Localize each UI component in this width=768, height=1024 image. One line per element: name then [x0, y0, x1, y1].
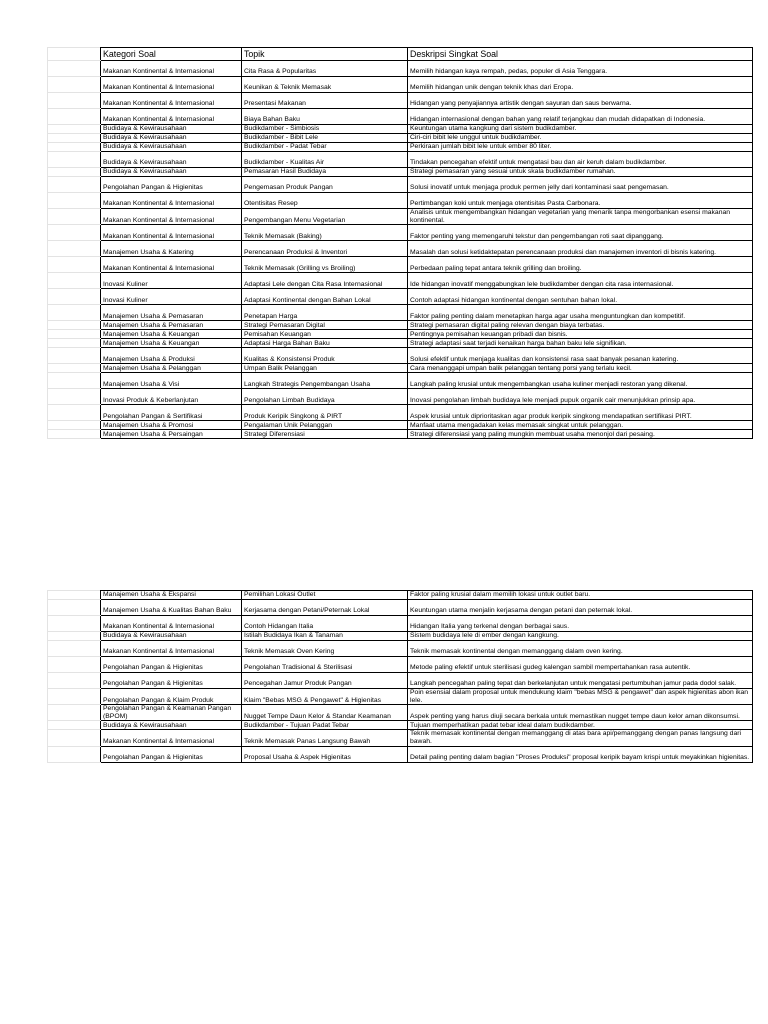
cell-deskripsi[interactable]: Memilih hidangan unik dengan teknik khas dari Eropa.: [408, 77, 753, 93]
cell-kategori[interactable]: Budidaya & Kewirausahaan: [101, 143, 242, 152]
cell-topik[interactable]: Biaya Bahan Baku: [242, 109, 408, 125]
cell-topik[interactable]: Contoh Hidangan Italia: [242, 616, 408, 632]
cell-kategori[interactable]: Makanan Kontinental & Internasional: [101, 193, 242, 209]
cell-topik[interactable]: Istilah Budidaya Ikan & Tanaman: [242, 632, 408, 641]
table-row: [48, 591, 753, 600]
cell-deskripsi[interactable]: Langkah paling krusial untuk mengembangkan usaha kuliner menjadi restoran yang dikenal.: [408, 373, 753, 389]
header-row: [48, 48, 753, 61]
row-index-cell[interactable]: [48, 289, 101, 305]
cell-deskripsi[interactable]: Pertimbangan koki untuk menjaga otentisitas Pasta Carbonara.: [408, 193, 753, 209]
cell-kategori[interactable]: Manajemen Usaha & Keuangan: [101, 330, 242, 339]
table-row: [48, 673, 753, 689]
table-row: [48, 305, 753, 321]
cell-deskripsi[interactable]: Teknik memasak kontinental dengan memanggang di atas bara api/pemanggang dengan panas langsung dari bawah.: [408, 730, 753, 746]
cell-topik[interactable]: Budikdamber - Simbiosis: [242, 125, 408, 134]
table-row: [48, 241, 753, 257]
cell-kategori[interactable]: Pengolahan Pangan & Sertifikasi: [101, 405, 242, 421]
cell-kategori[interactable]: Budidaya & Kewirausahaan: [101, 125, 242, 134]
cell-kategori[interactable]: Manajemen Usaha & Kualitas Bahan Baku: [101, 600, 242, 616]
cell-topik[interactable]: Pengalaman Unik Pelanggan: [242, 421, 408, 430]
row-index-cell[interactable]: [48, 705, 101, 721]
cell-kategori[interactable]: Inovasi Produk & Keberlanjutan: [101, 389, 242, 405]
cell-deskripsi[interactable]: Keuntungan utama menjalin kerjasama dengan petani dan peternak lokal.: [408, 600, 753, 616]
table-row: [48, 348, 753, 364]
table-row: [48, 273, 753, 289]
table-row: [48, 152, 753, 168]
cell-deskripsi[interactable]: Hidangan Italia yang terkenal dengan berbagai saus.: [408, 616, 753, 632]
row-index-cell[interactable]: [48, 225, 101, 241]
cell-kategori[interactable]: Pengolahan Pangan & Keamanan Pangan (BPOM): [101, 705, 242, 721]
table-row: [48, 289, 753, 305]
cell-kategori[interactable]: Makanan Kontinental & Internasional: [101, 257, 242, 273]
cell-topik[interactable]: Teknik Memasak (Grilling vs Broiling): [242, 257, 408, 273]
cell-deskripsi[interactable]: Teknik memasak kontinental dengan memanggang dalam oven kering.: [408, 641, 753, 657]
row-index-cell[interactable]: [48, 689, 101, 705]
cell-topik[interactable]: Budikdamber - Kualitas Air: [242, 152, 408, 168]
cell-deskripsi[interactable]: Aspek krusial untuk diprioritaskan agar produk keripik singkong mendapatkan sertifikasi PIRT.: [408, 405, 753, 421]
table-row: [48, 339, 753, 348]
cell-deskripsi[interactable]: Contoh adaptasi hidangan kontinental dengan sentuhan bahan lokal.: [408, 289, 753, 305]
cell-topik[interactable]: Langkah Strategis Pengembangan Usaha: [242, 373, 408, 389]
cell-topik[interactable]: Teknik Memasak (Baking): [242, 225, 408, 241]
table-row: [48, 177, 753, 193]
cell-deskripsi[interactable]: Detail paling penting dalam bagian "Proses Produksi" proposal keripik bayam krispi untuk meyakinkan higienitas.: [408, 746, 753, 762]
cell-deskripsi[interactable]: Aspek penting yang harus diuji secara berkala untuk memastikan nugget tempe daun kelor aman dikonsumsi.: [408, 705, 753, 721]
table-row: [48, 168, 753, 177]
cell-topik[interactable]: Pengolahan Limbah Budidaya: [242, 389, 408, 405]
cell-topik[interactable]: Pengembangan Menu Vegetarian: [242, 209, 408, 225]
cell-kategori[interactable]: Budidaya & Kewirausahaan: [101, 168, 242, 177]
cell-kategori[interactable]: Makanan Kontinental & Internasional: [101, 93, 242, 109]
cell-deskripsi[interactable]: Sistem budidaya lele di ember dengan kangkung.: [408, 632, 753, 641]
cell-deskripsi[interactable]: Manfaat utama mengadakan kelas memasak singkat untuk pelanggan.: [408, 421, 753, 430]
table-row: [48, 600, 753, 616]
cell-deskripsi[interactable]: Memilih hidangan kaya rempah, pedas, populer di Asia Tenggara.: [408, 61, 753, 77]
cell-kategori[interactable]: Inovasi Kuliner: [101, 289, 242, 305]
row-index-cell[interactable]: [48, 321, 101, 330]
table-row: [48, 93, 753, 109]
cell-deskripsi[interactable]: Keuntungan utama kangkung dari sistem budikdamber.: [408, 125, 753, 134]
cell-topik[interactable]: Budikdamber - Bibit Lele: [242, 134, 408, 143]
header-deskripsi[interactable]: Deskripsi Singkat Soal: [408, 48, 753, 61]
cell-deskripsi[interactable]: Solusi inovatif untuk menjaga produk permen jelly dari kontaminasi saat pengemasan.: [408, 177, 753, 193]
header-topik[interactable]: Topik: [242, 48, 408, 61]
table-row: [48, 616, 753, 632]
table-row: [48, 77, 753, 93]
table-row: [48, 109, 753, 125]
cell-topik[interactable]: Perencanaan Produksi & Inventori: [242, 241, 408, 257]
cell-kategori[interactable]: Manajemen Usaha & Produksi: [101, 348, 242, 364]
cell-kategori[interactable]: Pengolahan Pangan & Higienitas: [101, 177, 242, 193]
cell-kategori[interactable]: Makanan Kontinental & Internasional: [101, 730, 242, 746]
row-index-cell[interactable]: [48, 421, 101, 430]
cell-deskripsi[interactable]: Pentingnya pemisahan keuangan pribadi dan bisnis.: [408, 330, 753, 339]
cell-topik[interactable]: Adaptasi Kontinental dengan Bahan Lokal: [242, 289, 408, 305]
cell-kategori[interactable]: Pengolahan Pangan & Klaim Produk: [101, 689, 242, 705]
cell-kategori[interactable]: Budidaya & Kewirausahaan: [101, 632, 242, 641]
cell-kategori[interactable]: Makanan Kontinental & Internasional: [101, 225, 242, 241]
row-index-cell[interactable]: [48, 405, 101, 421]
cell-kategori[interactable]: Makanan Kontinental & Internasional: [101, 616, 242, 632]
cell-kategori[interactable]: Makanan Kontinental & Internasional: [101, 109, 242, 125]
cell-kategori[interactable]: Manajemen Usaha & Pemasaran: [101, 305, 242, 321]
table-row: [48, 641, 753, 657]
cell-topik[interactable]: Budikdamber - Padat Tebar: [242, 143, 408, 152]
row-index-cell[interactable]: [48, 134, 101, 143]
cell-deskripsi[interactable]: Ide hidangan inovatif menggabungkan lele budikdamber dengan cita rasa internasional.: [408, 273, 753, 289]
cell-topik[interactable]: Umpan Balik Pelanggan: [242, 364, 408, 373]
cell-kategori[interactable]: Inovasi Kuliner: [101, 273, 242, 289]
cell-deskripsi[interactable]: Ciri-ciri bibit lele unggul untuk budikdamber.: [408, 134, 753, 143]
table-row: [48, 373, 753, 389]
table-row: [48, 721, 753, 730]
cell-topik[interactable]: Budikdamber - Tujuan Padat Tebar: [242, 721, 408, 730]
cell-kategori[interactable]: Makanan Kontinental & Internasional: [101, 77, 242, 93]
table-row: [48, 405, 753, 421]
row-index-cell[interactable]: [48, 193, 101, 209]
cell-topik[interactable]: Adaptasi Harga Bahan Baku: [242, 339, 408, 348]
table-row: [48, 330, 753, 339]
cell-topik[interactable]: Kerjasama dengan Petani/Peternak Lokal: [242, 600, 408, 616]
row-index-cell[interactable]: [48, 632, 101, 641]
cell-deskripsi[interactable]: Analisis untuk mengembangkan hidangan vegetarian yang menarik tanpa mengorbankan esensi makanan kontinental.: [408, 209, 753, 225]
cell-topik[interactable]: Produk Keripik Singkong & PIRT: [242, 405, 408, 421]
table-row: [48, 321, 753, 330]
row-index-cell[interactable]: [48, 61, 101, 77]
cell-topik[interactable]: Penetapan Harga: [242, 305, 408, 321]
cell-kategori[interactable]: Manajemen Usaha & Keuangan: [101, 339, 242, 348]
table-row: [48, 225, 753, 241]
question-table-1: [47, 47, 753, 439]
row-index-cell[interactable]: [48, 616, 101, 632]
row-index-cell[interactable]: [48, 93, 101, 109]
row-index-cell[interactable]: [48, 364, 101, 373]
cell-deskripsi[interactable]: Perbedaan paling tepat antara teknik grilling dan broiling.: [408, 257, 753, 273]
cell-deskripsi[interactable]: Hidangan internasional dengan bahan yang relatif terjangkau dan mudah didapatkan di Indonesia.: [408, 109, 753, 125]
cell-topik[interactable]: Pemisahan Keuangan: [242, 330, 408, 339]
row-index-cell[interactable]: [48, 330, 101, 339]
table-row: [48, 389, 753, 405]
cell-deskripsi[interactable]: Metode paling efektif untuk sterilisasi gudeg kalengan sambil mempertahankan rasa autentik.: [408, 657, 753, 673]
cell-deskripsi[interactable]: Tindakan pencegahan efektif untuk mengatasi bau dan air keruh dalam budikdamber.: [408, 152, 753, 168]
row-index-cell[interactable]: [48, 389, 101, 405]
cell-deskripsi[interactable]: Faktor paling penting dalam menetapkan harga agar usaha menguntungkan dan kompetitif.: [408, 305, 753, 321]
cell-deskripsi[interactable]: Strategi adaptasi saat terjadi kenaikan harga bahan baku lele signifikan.: [408, 339, 753, 348]
header-kategori[interactable]: Kategori Soal: [101, 48, 242, 61]
table-row: [48, 746, 753, 762]
row-index-cell[interactable]: [48, 673, 101, 689]
table-row: [48, 430, 753, 439]
cell-topik[interactable]: Kualitas & Konsistensi Produk: [242, 348, 408, 364]
cell-kategori[interactable]: Makanan Kontinental & Internasional: [101, 61, 242, 77]
row-index-cell[interactable]: [48, 177, 101, 193]
cell-deskripsi[interactable]: Hidangan yang penyajiannya artistik dengan sayuran dan saus berwarna.: [408, 93, 753, 109]
cell-deskripsi[interactable]: Strategi pemasaran digital paling relevan dengan biaya terbatas.: [408, 321, 753, 330]
row-index-cell[interactable]: [48, 721, 101, 730]
row-index-cell[interactable]: [48, 143, 101, 152]
cell-topik[interactable]: Pengolahan Tradisional & Sterilisasi: [242, 657, 408, 673]
table-row: [48, 125, 753, 134]
table-row: [48, 421, 753, 430]
table-row: [48, 61, 753, 77]
cell-deskripsi[interactable]: Strategi pemasaran yang sesuai untuk skala budikdamber rumahan.: [408, 168, 753, 177]
cell-deskripsi[interactable]: Langkah pencegahan paling tepat dan berkelanjutan untuk mengatasi pertumbuhan jamur pada dodol salak.: [408, 673, 753, 689]
row-index-cell[interactable]: [48, 600, 101, 616]
row-index-cell[interactable]: [48, 641, 101, 657]
row-index-cell[interactable]: [48, 109, 101, 125]
cell-deskripsi[interactable]: Cara menanggapi umpan balik pelanggan tentang porsi yang terlalu kecil.: [408, 364, 753, 373]
cell-topik[interactable]: Teknik Memasak Oven Kering: [242, 641, 408, 657]
table-row: [48, 632, 753, 641]
cell-kategori[interactable]: Manajemen Usaha & Katering: [101, 241, 242, 257]
row-index-cell[interactable]: [48, 657, 101, 673]
cell-kategori[interactable]: Makanan Kontinental & Internasional: [101, 641, 242, 657]
cell-deskripsi[interactable]: Faktor paling krusial dalam memilih lokasi untuk outlet baru.: [408, 591, 753, 600]
cell-kategori[interactable]: Pengolahan Pangan & Higienitas: [101, 746, 242, 762]
row-index-cell[interactable]: [48, 348, 101, 364]
cell-topik[interactable]: Adaptasi Lele dengan Cita Rasa Internasional: [242, 273, 408, 289]
cell-kategori[interactable]: Budidaya & Kewirausahaan: [101, 152, 242, 168]
cell-deskripsi[interactable]: Faktor penting yang memengaruhi tekstur dan pengembangan roti saat dipanggang.: [408, 225, 753, 241]
cell-kategori[interactable]: Budidaya & Kewirausahaan: [101, 134, 242, 143]
cell-kategori[interactable]: Manajemen Usaha & Ekspansi: [101, 591, 242, 600]
cell-topik[interactable]: Pemasaran Hasil Budidaya: [242, 168, 408, 177]
cell-deskripsi[interactable]: Tujuan memperhatikan padat tebar ideal dalam budikdamber.: [408, 721, 753, 730]
cell-deskripsi[interactable]: Inovasi pengolahan limbah budidaya lele menjadi pupuk organik cair menunjukkan prinsip apa.: [408, 389, 753, 405]
cell-topik[interactable]: Presentasi Makanan: [242, 93, 408, 109]
cell-deskripsi[interactable]: Poin esensial dalam proposal untuk mendukung klaim "bebas MSG & pengawet" dan aspek higienitas abon ikan lele.: [408, 689, 753, 705]
row-index-cell[interactable]: [48, 746, 101, 762]
cell-topik[interactable]: Strategi Diferensiasi: [242, 430, 408, 439]
cell-topik[interactable]: Cita Rasa & Popularitas: [242, 61, 408, 77]
table-row: [48, 193, 753, 209]
row-index-cell[interactable]: [48, 373, 101, 389]
cell-deskripsi[interactable]: Solusi efektif untuk menjaga kualitas dan konsistensi rasa saat banyak pesanan katering.: [408, 348, 753, 364]
cell-topik[interactable]: Strategi Pemasaran Digital: [242, 321, 408, 330]
table-row: [48, 143, 753, 152]
cell-kategori[interactable]: Manajemen Usaha & Pelanggan: [101, 364, 242, 373]
row-index-cell[interactable]: [48, 273, 101, 289]
cell-topik[interactable]: Pencegahan Jamur Produk Pangan: [242, 673, 408, 689]
cell-topik[interactable]: Teknik Memasak Panas Langsung Bawah: [242, 730, 408, 746]
question-table-2: [47, 590, 753, 763]
row-index-cell[interactable]: [48, 152, 101, 168]
row-index-cell[interactable]: [48, 125, 101, 134]
table-row: [48, 730, 753, 746]
row-index-cell[interactable]: [48, 77, 101, 93]
cell-topik[interactable]: Pemilihan Lokasi Outlet: [242, 591, 408, 600]
cell-topik[interactable]: Klaim "Bebas MSG & Pengawet" & Higienitas: [242, 689, 408, 705]
row-index-cell[interactable]: [48, 168, 101, 177]
cell-kategori[interactable]: Makanan Kontinental & Internasional: [101, 209, 242, 225]
cell-topik[interactable]: Keunikan & Teknik Memasak: [242, 77, 408, 93]
row-index-cell[interactable]: [48, 339, 101, 348]
cell-kategori[interactable]: Pengolahan Pangan & Higienitas: [101, 673, 242, 689]
cell-kategori[interactable]: Budidaya & Kewirausahaan: [101, 721, 242, 730]
row-index-cell[interactable]: [48, 305, 101, 321]
cell-topik[interactable]: Pengemasan Produk Pangan: [242, 177, 408, 193]
row-index-cell[interactable]: [48, 209, 101, 225]
row-index-cell[interactable]: [48, 48, 101, 61]
cell-topik[interactable]: Otentisitas Resep: [242, 193, 408, 209]
cell-kategori[interactable]: Manajemen Usaha & Pemasaran: [101, 321, 242, 330]
table-row: [48, 257, 753, 273]
cell-kategori[interactable]: Manajemen Usaha & Promosi: [101, 421, 242, 430]
row-index-cell[interactable]: [48, 241, 101, 257]
table-row: [48, 134, 753, 143]
cell-deskripsi[interactable]: Masalah dan solusi ketidaktepatan perencanaan produksi dan manajemen inventori di bisnis katering.: [408, 241, 753, 257]
cell-kategori[interactable]: Pengolahan Pangan & Higienitas: [101, 657, 242, 673]
row-index-cell[interactable]: [48, 430, 101, 439]
row-index-cell[interactable]: [48, 730, 101, 746]
cell-topik[interactable]: Nugget Tempe Daun Kelor & Standar Keamanan: [242, 705, 408, 721]
cell-deskripsi[interactable]: Strategi diferensiasi yang paling mungkin membuat usaha menonjol dari pesaing.: [408, 430, 753, 439]
cell-topik[interactable]: Proposal Usaha & Aspek Higienitas: [242, 746, 408, 762]
table-row: [48, 364, 753, 373]
row-index-cell[interactable]: [48, 257, 101, 273]
table-row: [48, 209, 753, 225]
cell-kategori[interactable]: Manajemen Usaha & Persaingan: [101, 430, 242, 439]
cell-deskripsi[interactable]: Perkiraan jumlah bibit lele untuk ember 80 liter.: [408, 143, 753, 152]
row-index-cell[interactable]: [48, 591, 101, 600]
table-row: [48, 705, 753, 721]
table-row: [48, 689, 753, 705]
table-row: [48, 657, 753, 673]
cell-kategori[interactable]: Manajemen Usaha & Visi: [101, 373, 242, 389]
